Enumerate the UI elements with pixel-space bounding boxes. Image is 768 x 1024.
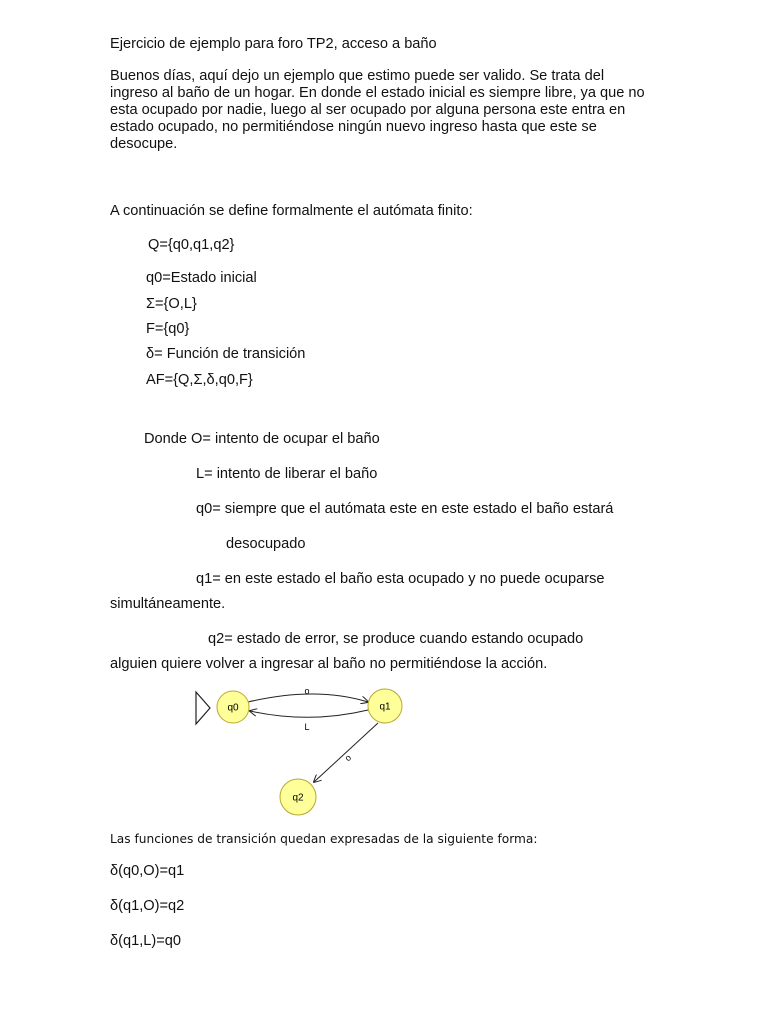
transition-1: δ(q0,O)=q1 [110,863,185,879]
state-label-q0: q0 [227,702,239,714]
formal-delta: δ= Función de transición [146,346,306,362]
automaton-diagram [190,680,430,820]
formal-q: Q={q0,q1,q2} [148,237,235,253]
transitions-heading: Las funciones de transición quedan expresadas de la siguiente forma: [110,832,538,846]
formal-f: F={q0} [146,321,190,337]
explanation-q0-line1: q0= siempre que el autómata este en este estado el baño estará [196,501,614,517]
edge-label-q0-q1: o [304,686,310,696]
transition-3: δ(q1,L)=q0 [110,933,182,949]
explanation-o: Donde O= intento de ocupar el baño [144,431,380,447]
explanation-q0-line2: desocupado [226,536,306,552]
explanation-q1-line1: q1= en este estado el baño esta ocupado y no puede ocuparse [196,571,605,587]
definition-intro: A continuación se define formalmente el autómata finito: [110,203,473,219]
edge-label-q1-q0: L [304,722,310,732]
explanation-l: L= intento de liberar el baño [196,466,378,482]
transition-2: δ(q1,O)=q2 [110,898,185,914]
formal-sigma: Σ={O,L} [146,296,197,312]
formal-af: AF={Q,Σ,δ,q0,F} [146,372,253,388]
state-label-q2: q2 [292,792,304,804]
document-title: Ejercicio de ejemplo para foro TP2, acceso a baño [110,36,437,52]
explanation-q2-line1: q2= estado de error, se produce cuando estando ocupado [208,631,584,647]
explanation-q1-line2: simultáneamente. [110,596,226,612]
start-arrow-icon [196,692,210,724]
formal-q0: q0=Estado inicial [146,270,257,286]
intro-paragraph: Buenos días, aquí dejo un ejemplo que estimo puede ser valido. Se trata del ingreso al baño de un hogar. En donde el estado inicial es siempre libre, ya que no esta ocupado por nadie, luego al ser ocupado por alguna persona este entra en estado ocupado, no permitiéndose ningún nuevo ingreso hasta que este se desocupe. [110,68,645,152]
edge-label-q1-q2: o [342,752,354,764]
edge-q1-q0 [250,710,368,717]
state-label-q1: q1 [379,701,391,713]
explanation-q2-line2: alguien quiere volver a ingresar al baño no permitiéndose la acción. [110,656,548,672]
